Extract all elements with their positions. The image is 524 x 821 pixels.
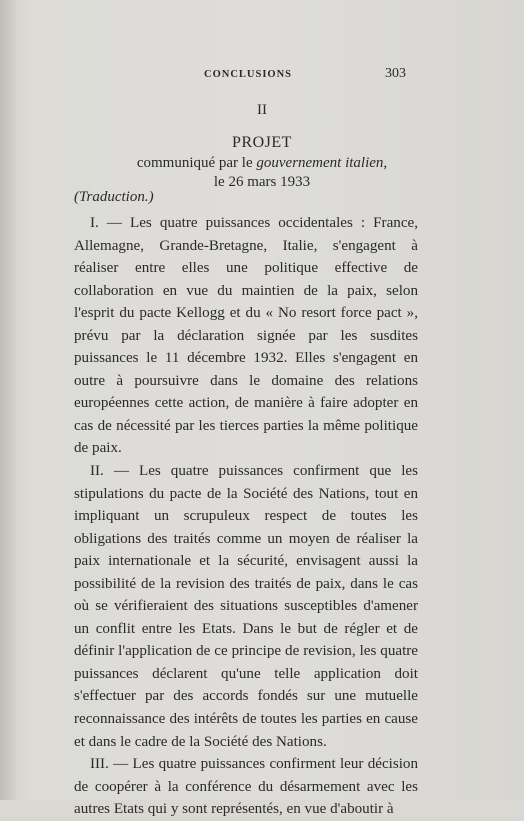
running-head	[0, 66, 524, 84]
subtitle-prefix: communiqué par le	[136, 155, 257, 171]
body-text	[74, 212, 418, 821]
subtitle-date: le 26 mars 1933	[213, 174, 311, 190]
section-number: II	[257, 102, 267, 118]
subtitle-italic: gouvernement italien,	[256, 155, 388, 171]
translation-note: (Traduction.)	[74, 189, 154, 205]
paragraph-1: I. — Les quatre puissances occidentales : France, Allemagne, Grande-Bretagne, Italie, s'engagent à réaliser entre elles une politique effective de collaboration en vue du maintien de la paix, selon l'esprit du pacte Kellogg et du « No resort force pact », prévu par la déclaration signée par les susdites puissances le 11 décembre 1932. Elles s'engagent en outre à poursuivre dans le domaine des relations européennes cette action, de manière à faire adopter en cas de nécessité par les tierces parties la même politique de paix.	[74, 215, 418, 457]
page-gutter-shadow	[0, 0, 18, 800]
document-title: PROJET	[232, 134, 292, 151]
paragraph-2: II. — Les quatre puissances confirment que les stipulations du pacte de la Société des Nations, tout en impliquant un scrupuleux respect de toutes les obligations des traités comme un moyen de réaliser la paix internationale et la sécurité, envisagent aussi la possibilité de la revision des traités de paix, dans le cas où se vérifieraient des situations susceptibles d'amener un conflit entre les Etats. Dans le but de régler et de définir l'application de ce principe de revision, les quatre puissances déclarent qu'une telle application doit s'effectuer par des accords fondés sur une mutuelle reconnaissance des intérêts de toutes les parties en cause et dans le cadre de la Société des Nations.	[74, 463, 418, 750]
subtitle-line-1	[0, 154, 524, 173]
paragraph-3: III. — Les quatre puissances confirment leur décision de coopérer à la conférence du désarmement avec les autres Etats qui y sont représentés, en vue d'aboutir à	[74, 756, 418, 818]
page-number: 303	[385, 66, 406, 81]
running-title: CONCLUSIONS	[204, 69, 293, 80]
document-subtitle	[0, 154, 524, 192]
